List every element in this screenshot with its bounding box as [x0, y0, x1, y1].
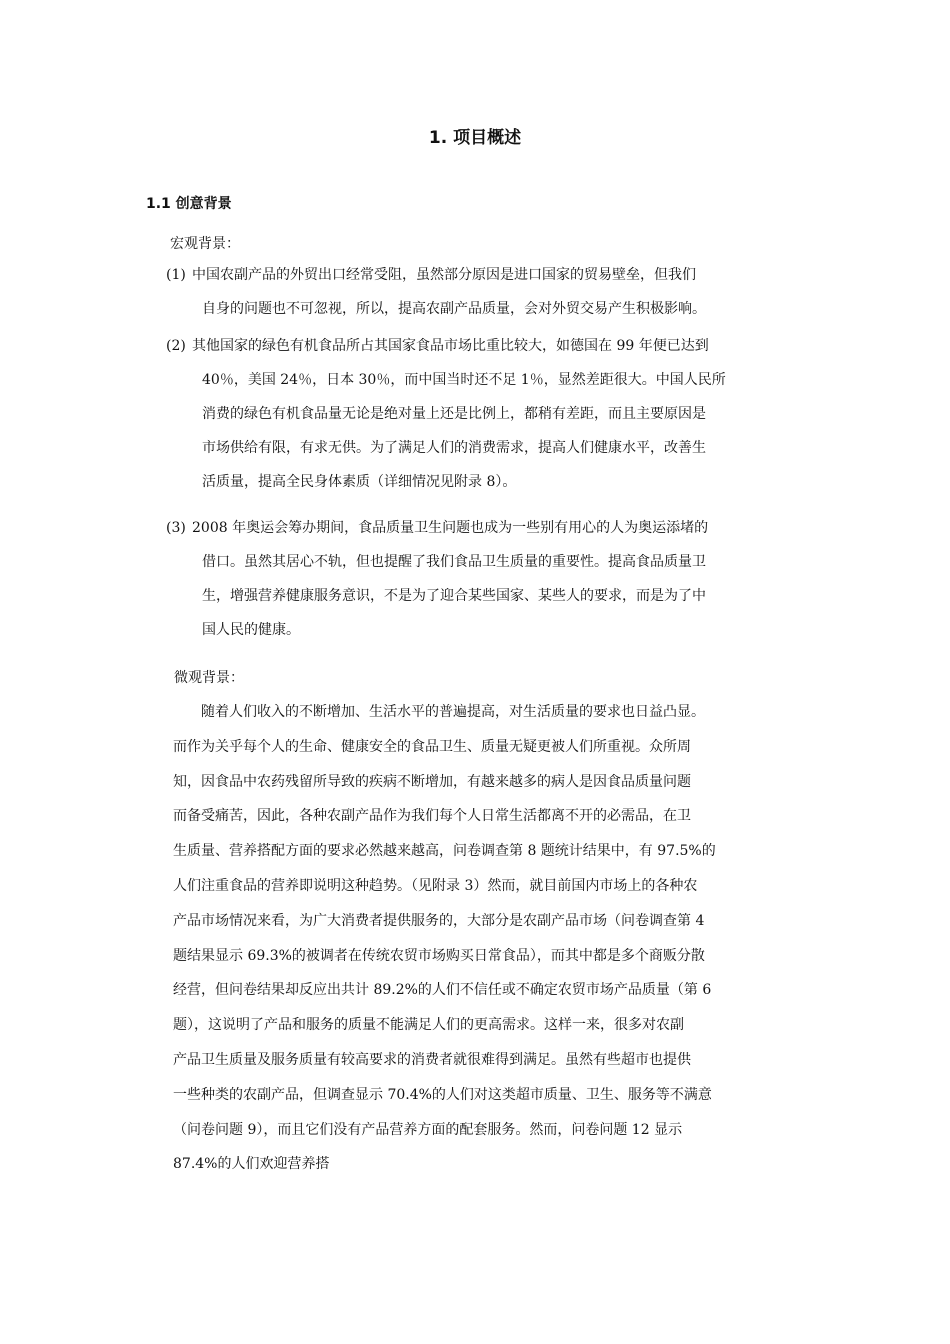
page-title: 1. 项目概述 [428, 128, 522, 148]
paragraph-line: （问卷问题 9），而且它们没有产品营养方面的配套服务。然而，问卷问题 12 显示 [173, 1121, 683, 1138]
item-number: (1) [166, 267, 186, 283]
paragraph-line: 题结果显示 69.3%的被调者在传统农贸市场购买日常食品），而其中都是多个商贩分散 [173, 947, 705, 964]
paragraph-line: 而备受痛苦，因此，各种农副产品作为我们每个人日常生活都离不开的必需品，在卫 [173, 808, 691, 825]
macro-item-2 [166, 329, 816, 499]
paragraph-line: 经营，但问卷结果却反应出共计 89.2%的人们不信任或不确定农贸市场产品质量（第 6 [173, 982, 712, 999]
paragraph-line: 知，因食品中农药残留所导致的疾病不断增加，有越来越多的病人是因食品质量问题 [173, 773, 691, 790]
paragraph-line: 一些种类的农副产品，但调查显示 70.4%的人们对这类超市质量、卫生、服务等不满意 [173, 1086, 712, 1103]
item-number: (3) [166, 520, 186, 536]
paragraph-line: 题），这说明了产品和服务的质量不能满足人们的更高需求。这样一来，很多对农副 [173, 1017, 684, 1034]
paragraph-line: 随着人们收入的不断增加、生活水平的普遍提高，对生活质量的要求也日益凸显。 [201, 704, 705, 720]
macro-item-3 [166, 511, 816, 647]
item-line: 国人民的健康。 [202, 622, 300, 638]
item-line: 活质量，提高全民身体素质（详细情况见附录 8）。 [202, 474, 517, 490]
paragraph-line: 87.4%的人们欢迎营养搭 [173, 1156, 330, 1173]
item-line: 中国农副产品的外贸出口经常受阻，虽然部分原因是进口国家的贸易壁垒，但我们 [192, 267, 696, 283]
item-line: 自身的问题也不可忽视，所以，提高农副产品质量，会对外贸交易产生积极影响。 [202, 301, 706, 317]
item-line: 2008 年奥运会筹办期间，食品质量卫生问题也成为一些别有用心的人为奥运添堵的 [192, 520, 709, 536]
paragraph-line: 产品卫生质量及服务质量有较高要求的消费者就很难得到满足。虽然有些超市也提供 [173, 1051, 691, 1068]
item-line: 市场供给有限，有求无供。为了满足人们的消费需求，提高人们健康水平，改善生 [202, 440, 706, 456]
item-line: 其他国家的绿色有机食品所占其国家食品市场比重比较大，如德国在 99 年便已达到 [192, 338, 709, 354]
paragraph-line: 生质量、营养搭配方面的要求必然越来越高，问卷调查第 8 题统计结果中，有 97.5%的 [173, 843, 716, 860]
paragraph-line: 产品市场情况来看，为广大消费者提供服务的，大部分是农副产品市场（问卷调查第 4 [173, 912, 705, 929]
macro-heading: 宏观背景： [170, 236, 240, 252]
paragraph-line: 而作为关乎每个人的生命、健康安全的食品卫生、质量无疑更被人们所重视。众所周 [173, 738, 691, 755]
section-heading: 1.1 创意背景 [146, 196, 232, 212]
micro-paragraph [173, 695, 813, 1182]
micro-heading: 微观背景： [174, 670, 244, 686]
item-line: 借口。虽然其居心不轨，但也提醒了我们食品卫生质量的重要性。提高食品质量卫 [202, 554, 706, 570]
paragraph-line: 人们注重食品的营养即说明这种趋势。（见附录 3）然而，就目前国内市场上的各种农 [173, 877, 698, 894]
item-number: (2) [166, 338, 186, 354]
item-line: 消费的绿色有机食品量无论是绝对量上还是比例上，都稍有差距，而且主要原因是 [202, 406, 706, 422]
item-line: 40％，美国 24％，日本 30％，而中国当时还不足 1％，显然差距很大。中国人民所 [202, 372, 726, 388]
item-line: 生，增强营养健康服务意识，不是为了迎合某些国家、某些人的要求，而是为了中 [202, 588, 706, 604]
macro-item-1 [166, 258, 816, 326]
